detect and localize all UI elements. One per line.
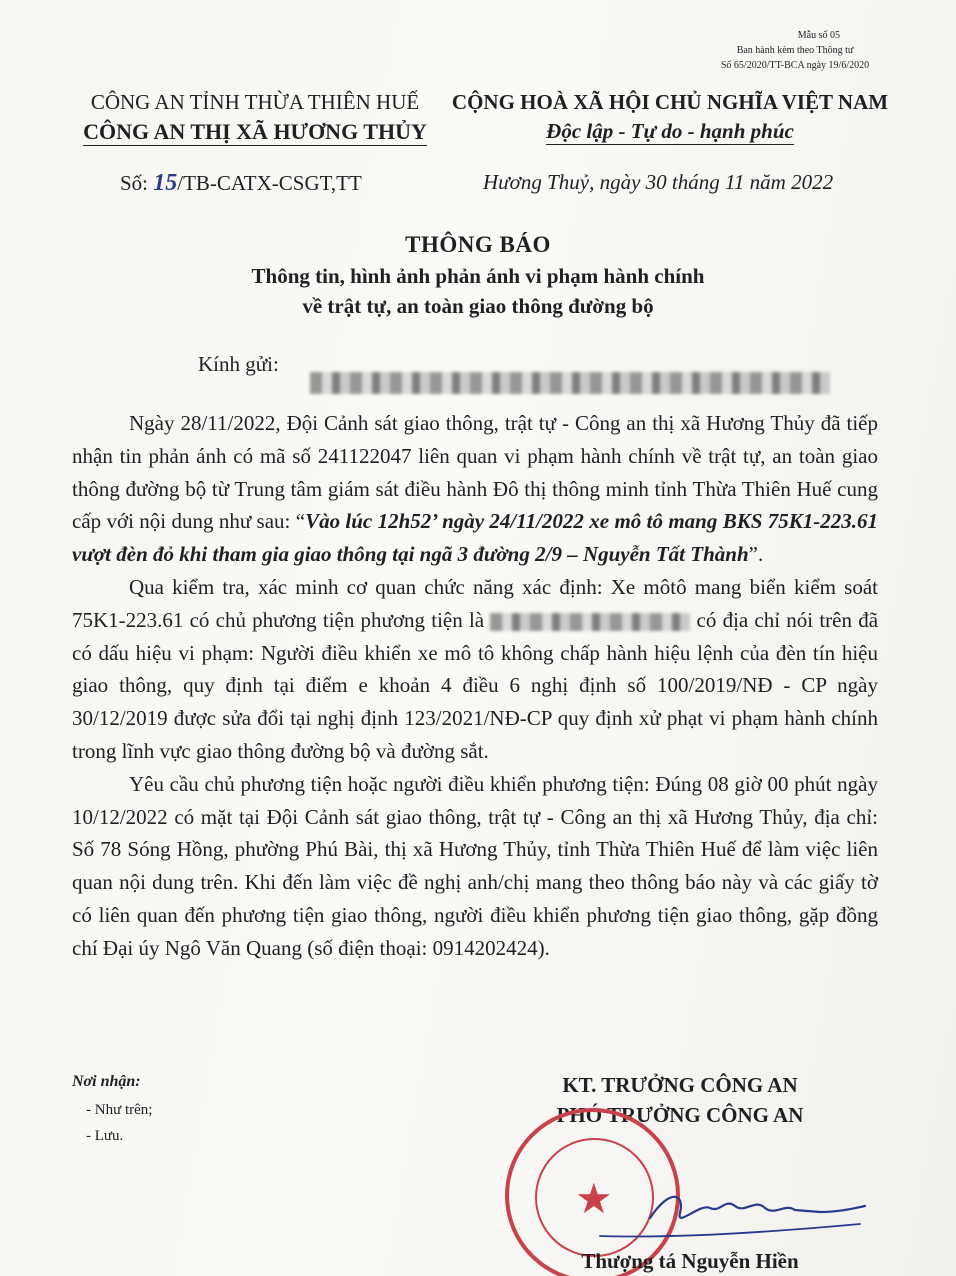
document-number (120, 170, 362, 197)
signature-title-2: PHÓ TRƯỞNG CÔNG AN (556, 1103, 804, 1127)
form-meta (700, 28, 890, 73)
recipient-item: - Như trên; (86, 1102, 153, 1118)
signature-title-1: KT. TRƯỞNG CÔNG AN (562, 1073, 798, 1097)
document-subtitle-line2: về trật tự, an toàn giao thông đường bộ (302, 294, 654, 318)
form-circular: Số 65/2020/TT-BCA ngày 19/6/2020 (720, 60, 870, 71)
unit-name (60, 119, 450, 145)
doc-no-suffix: /TB-CATX-CSGT,TT (177, 171, 362, 195)
motto-text: Độc lập - Tự do - hạnh phúc (546, 119, 794, 143)
redacted-owner (490, 613, 690, 631)
unit-name-text: CÔNG AN THỊ XÃ HƯƠNG THỦY (83, 119, 427, 144)
doc-no-handwritten: 15 (153, 170, 178, 196)
paragraph-1-intro: Ngày 28/11/2022, Đội Cảnh sát giao thông, trật tự - Công an thị xã Hương Thủy đã tiếp nhận tin phản ánh có mã số 241122047 liên quan vi phạm hành chính về trật tự, an toàn giao thông đường bộ từ Trung tâm giám sát điều hành Đô thị thông minh tỉnh Thừa Thiên Huế cung cấp với nội dung như sau: “ (72, 411, 878, 534)
recipients-label: Nơi nhận: (72, 1073, 141, 1090)
place-date: Hương Thuỷ, ngày 30 tháng 11 năm 2022 (483, 170, 834, 194)
handwritten-signature (590, 1178, 870, 1248)
form-issued-with: Ban hành kèm theo Thông tư (736, 45, 854, 56)
agency-name: CÔNG AN TỈNH THỪA THIÊN HUẾ (90, 90, 420, 114)
redacted-recipient (310, 372, 830, 394)
doc-no-prefix: Số: (120, 171, 149, 195)
document-subtitle-line1: Thông tin, hình ảnh phản ánh vi phạm hành chính (251, 264, 705, 288)
paragraph-1-quote: Vào lúc 12h52’ ngày 24/11/2022 xe mô tô mang BKS 75K1-223.61 vượt đèn đỏ khi tham gia giao thông tại ngã 3 đường 2/9 – Nguyễn Tất Thành (72, 509, 878, 567)
paragraph-2-start: Qua kiểm tra, xác minh cơ quan chức năng xác định: Xe môtô mang biển kiểm soát 75K1-223.61 có chủ phương tiện phương tiện là (72, 574, 878, 632)
recipient-label: Kính gửi: (198, 352, 279, 376)
paragraph-3 (72, 768, 878, 965)
paragraph-2-rest: có địa chỉ nói trên đã có dấu hiệu vi phạm: Người điều khiển xe mô tô không chấp hành hiệu lệnh của đèn tín hiệu giao thông, quy định tại điểm e khoản 4 điều 6 nghị định số 100/2019/NĐ - CP ngày 30/12/2019 được sửa đổi tại nghị định 123/2021/NĐ-CP quy định xử phạt vi phạm hành chính trong lĩnh vực giao thông đường bộ và đường sắt. (72, 607, 879, 763)
paragraph-1 (72, 407, 878, 571)
paragraph-1-end: ”. (748, 542, 764, 567)
country-name: CỘNG HOÀ XÃ HỘI CHỦ NGHĨA VIỆT NAM (451, 90, 889, 114)
motto (440, 119, 900, 144)
body-text (72, 407, 878, 965)
paragraph-3-text: Yêu cầu chủ phương tiện hoặc người điều khiển phương tiện: Đúng 08 giờ 00 phút ngày 10/12/2022 có mặt tại Đội Cảnh sát giao thông, trật tự - Công an thị xã Hương Thủy, địa chỉ: Số 78 Sóng Hồng, phường Phú Bài, thị xã Hương Thủy, tỉnh Thừa Thiên Huế để làm việc liên quan nội dung trên. Khi đến làm việc đề nghị anh/chị mang theo thông báo này và các giấy tờ có liên quan đến phương tiện giao thông, người điều khiển phương tiện giao thông, gặp đồng chí Đại úy Ngô Văn Quang (số điện thoại: 0914202424). (72, 771, 878, 960)
star-icon: ★ (575, 1177, 613, 1223)
signer-name: Thượng tá Nguyễn Hiền (581, 1249, 799, 1273)
document-title: THÔNG BÁO (405, 232, 551, 257)
paragraph-2 (72, 571, 878, 768)
recipient-item: - Lưu. (86, 1128, 124, 1144)
form-number: Mẫu số 05 (797, 30, 840, 41)
